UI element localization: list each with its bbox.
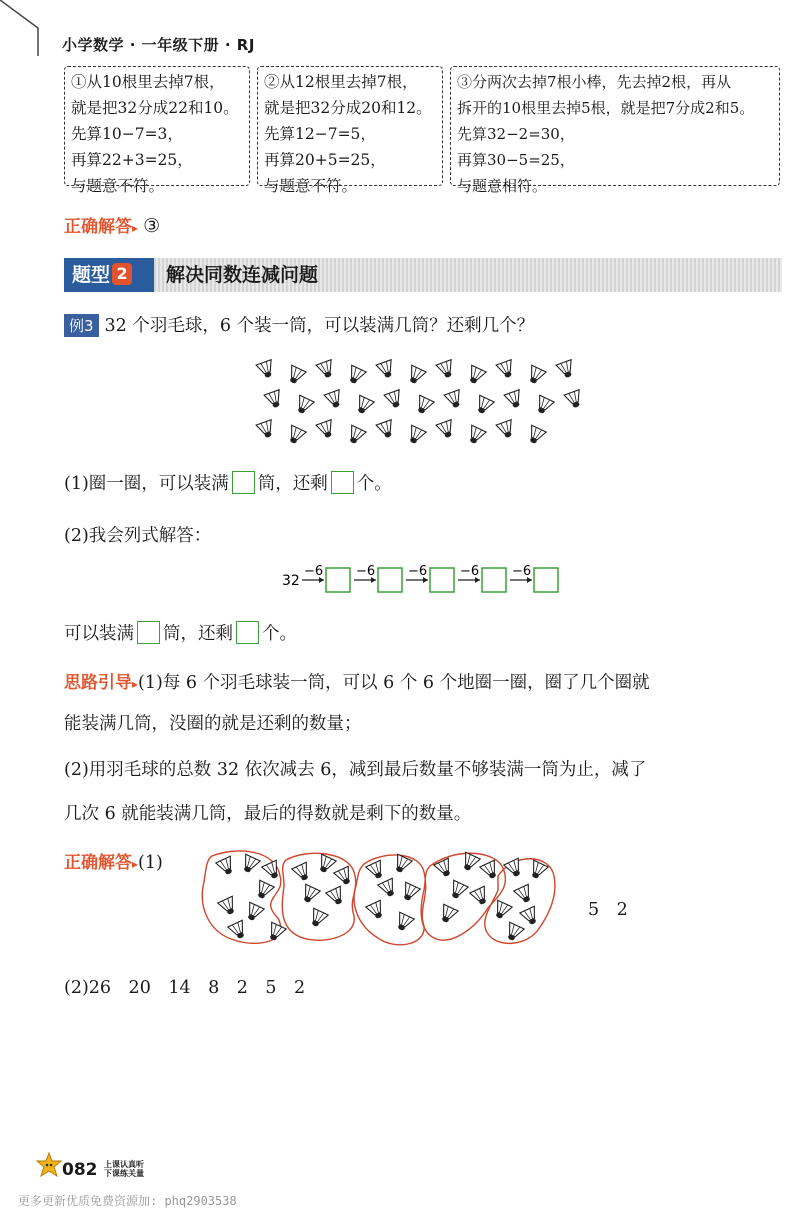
option-box-3 <box>450 66 780 195</box>
shuttlecock-icon <box>405 365 426 386</box>
shuttlecock-icon <box>470 886 491 907</box>
shuttlecock-icon <box>444 390 464 410</box>
solution-label: 正确解答 <box>64 853 132 873</box>
type-label: 题型 <box>72 264 111 286</box>
option-line: 与题意不符。 <box>264 177 358 195</box>
chain-answer-box[interactable] <box>430 568 454 592</box>
result-mid: 筒，还剩 <box>163 624 233 644</box>
solution-part2: (2)26 20 14 8 2 5 2 <box>64 978 306 998</box>
corner-decoration <box>0 0 60 60</box>
chain-op: −6 <box>408 564 428 579</box>
page-header: 小学数学 · 一年级下册 · RJ <box>62 36 255 54</box>
solution-part1-prefix: (1) <box>138 853 163 873</box>
shuttlecock-icon <box>265 922 286 943</box>
shuttlecock-icon <box>285 365 306 386</box>
result-prefix: 可以装满 <box>64 624 134 644</box>
shuttlecock-icon <box>393 912 414 933</box>
shuttlecock-icon <box>405 425 426 446</box>
option-line: ①从10根里去掉7根， <box>71 73 225 91</box>
shuttlecock-icon <box>256 420 276 440</box>
result-box-full[interactable] <box>137 621 160 644</box>
option-line: 再算22+3=25， <box>71 151 193 169</box>
shuttlecock-icon <box>413 395 434 416</box>
shuttlecock-icon <box>514 884 535 905</box>
shuttlecock-icon <box>384 390 404 410</box>
option-box-1 <box>64 66 250 195</box>
guide-label: 思路引导 <box>64 673 132 693</box>
question-2: (2)我会列式解答： <box>64 526 212 546</box>
guide-line-1 <box>64 668 650 694</box>
shuttlecock-icon <box>525 425 546 446</box>
shuttlecock-icon <box>262 860 283 881</box>
type-number: 2 <box>112 263 132 285</box>
chain-start: 32 <box>282 573 300 589</box>
shuttlecock-icon <box>299 884 320 905</box>
guide-line-3: (2)用羽毛球的总数 32 依次减去 6，减到最后数量不够装满一筒为止，减了 <box>64 760 647 780</box>
shuttlecock-icon <box>556 360 576 380</box>
group-circle <box>282 853 355 940</box>
shuttlecock-icon <box>256 360 276 380</box>
page-number: 082 <box>62 1160 98 1180</box>
option-line: 与题意不符。 <box>71 177 165 195</box>
shuttlecock-icon <box>465 425 486 446</box>
shuttlecock-icon <box>496 360 516 380</box>
option-line: 与题意相符。 <box>457 177 548 195</box>
example-tag: 例3 <box>64 314 99 337</box>
shuttlecock-icon <box>459 852 480 873</box>
answer-value: ③ <box>143 215 161 237</box>
shuttlecock-icon <box>285 425 306 446</box>
option-line: 就是把32分成22和10。 <box>71 99 239 117</box>
shuttlecock-icon <box>525 365 546 386</box>
option-line: 就是把32分成20和12。 <box>264 99 432 117</box>
chain-answer-box[interactable] <box>378 568 402 592</box>
option-line: 拆开的10根里去掉5根，就是把7分成2和5。 <box>457 99 755 117</box>
arrow-icon: ▸ <box>132 221 139 235</box>
shuttlecock-icon <box>307 908 328 929</box>
slogan-line-2: 下课练关量 <box>104 1169 144 1178</box>
result-suffix: 个。 <box>262 624 297 644</box>
shuttlecock-icon <box>436 420 456 440</box>
shuttlecock-icon <box>316 420 336 440</box>
q1-suffix: 个。 <box>356 474 392 494</box>
shuttlecock-icon <box>326 886 347 907</box>
chain-answer-box[interactable] <box>482 568 506 592</box>
question-1 <box>64 470 392 496</box>
shuttlecock-icon <box>228 920 249 941</box>
shuttlecock-icon <box>253 880 274 901</box>
guide-text: (1)每 6 个羽毛球装一筒，可以 6 个 6 个地圈一圈，圈了几个圈就 <box>138 673 650 693</box>
shuttlecock-icon <box>345 365 366 386</box>
shuttlecock-icon <box>491 900 512 921</box>
section-title: 解决同数连减问题 <box>166 264 319 286</box>
shuttlecock-icon <box>316 360 336 380</box>
star-mascot-icon <box>36 1152 62 1180</box>
footer-slogan <box>104 1160 144 1178</box>
shuttlecock-icon <box>436 360 456 380</box>
option-line: 再算20+5=25， <box>264 151 386 169</box>
shuttlecock-field <box>250 355 580 450</box>
shuttlecock-icon <box>473 395 494 416</box>
shuttlecock-icon <box>376 360 396 380</box>
watermark: 更多更新优质免费资源加: phq2903538 <box>18 1194 237 1208</box>
shuttlecock-icon <box>243 902 264 923</box>
shuttlecock-icon <box>447 880 468 901</box>
shuttlecock-icon <box>239 854 260 875</box>
shuttlecock-icon <box>366 860 387 881</box>
group-circle <box>354 855 426 945</box>
chain-op: −6 <box>460 564 480 579</box>
option-line: 再算30−5=25， <box>457 151 575 169</box>
shuttlecock-icon <box>315 854 336 875</box>
shuttlecock-icon <box>378 878 399 899</box>
chain-op: −6 <box>356 564 376 579</box>
solution-header <box>64 848 163 873</box>
shuttlecock-icon <box>437 904 458 925</box>
option-box-2 <box>257 66 443 195</box>
answer-label: 正确解答 <box>64 217 132 237</box>
chain-answer-box[interactable] <box>326 568 350 592</box>
shuttlecock-icon <box>345 425 366 446</box>
shuttlecock-icon <box>496 420 516 440</box>
answer-box-full[interactable] <box>232 471 255 494</box>
subtraction-chain <box>282 562 572 598</box>
result-box-left[interactable] <box>236 621 259 644</box>
guide-line-4: 几次 6 就能装满几筒，最后的得数就是剩下的数量。 <box>64 804 472 824</box>
shuttlecock-icon <box>533 395 554 416</box>
answer-box-left[interactable] <box>331 471 354 494</box>
chain-answer-box[interactable] <box>534 568 558 592</box>
option-line: 先算32−2=30， <box>457 125 575 143</box>
section-type-tag <box>64 258 154 292</box>
shuttlecock-icon <box>504 390 524 410</box>
arrow-icon: ▸ <box>132 677 139 691</box>
answer-1 <box>64 212 160 237</box>
option-line: 先算10−7=3， <box>71 125 183 143</box>
shuttlecock-icon <box>218 896 239 917</box>
question-text: 32 个羽毛球，6 个装一筒，可以装满几筒？还剩几个？ <box>104 316 535 336</box>
guide-line-2: 能装满几筒，没圈的就是还剩的数量； <box>64 714 362 734</box>
shuttlecock-icon <box>366 900 387 921</box>
shuttlecock-icon <box>465 365 486 386</box>
chain-op: −6 <box>304 564 324 579</box>
shuttlecock-icon <box>376 420 396 440</box>
shuttlecock-icon <box>504 858 525 879</box>
shuttlecock-icon <box>564 390 580 410</box>
arrow-icon: ▸ <box>132 857 139 871</box>
option-line: 先算12−7=5， <box>264 125 376 143</box>
shuttlecock-icon <box>292 862 313 883</box>
shuttlecock-icon <box>503 922 524 943</box>
shuttlecock-icon <box>399 882 420 903</box>
circled-groups <box>198 846 558 950</box>
shuttlecock-icon <box>353 395 374 416</box>
shuttlecock-icon <box>264 390 284 410</box>
example-question <box>64 312 534 337</box>
shuttlecock-icon <box>520 906 541 927</box>
shuttlecock-icon <box>293 395 314 416</box>
result-line <box>64 620 297 646</box>
solution-part1-answer: 5 2 <box>588 900 628 920</box>
option-line: ②从12根里去掉7根， <box>264 73 418 91</box>
q1-mid: 筒，还剩 <box>257 474 328 494</box>
option-line: ③分两次去掉7根小棒，先去掉2根，再从 <box>457 73 732 91</box>
chain-op: −6 <box>512 564 532 579</box>
shuttlecock-icon <box>216 856 237 877</box>
shuttlecock-icon <box>334 866 355 887</box>
q1-prefix: (1)圈一圈，可以装满 <box>64 474 229 494</box>
slogan-line-1: 上课认真听 <box>104 1160 144 1169</box>
shuttlecock-icon <box>324 390 344 410</box>
